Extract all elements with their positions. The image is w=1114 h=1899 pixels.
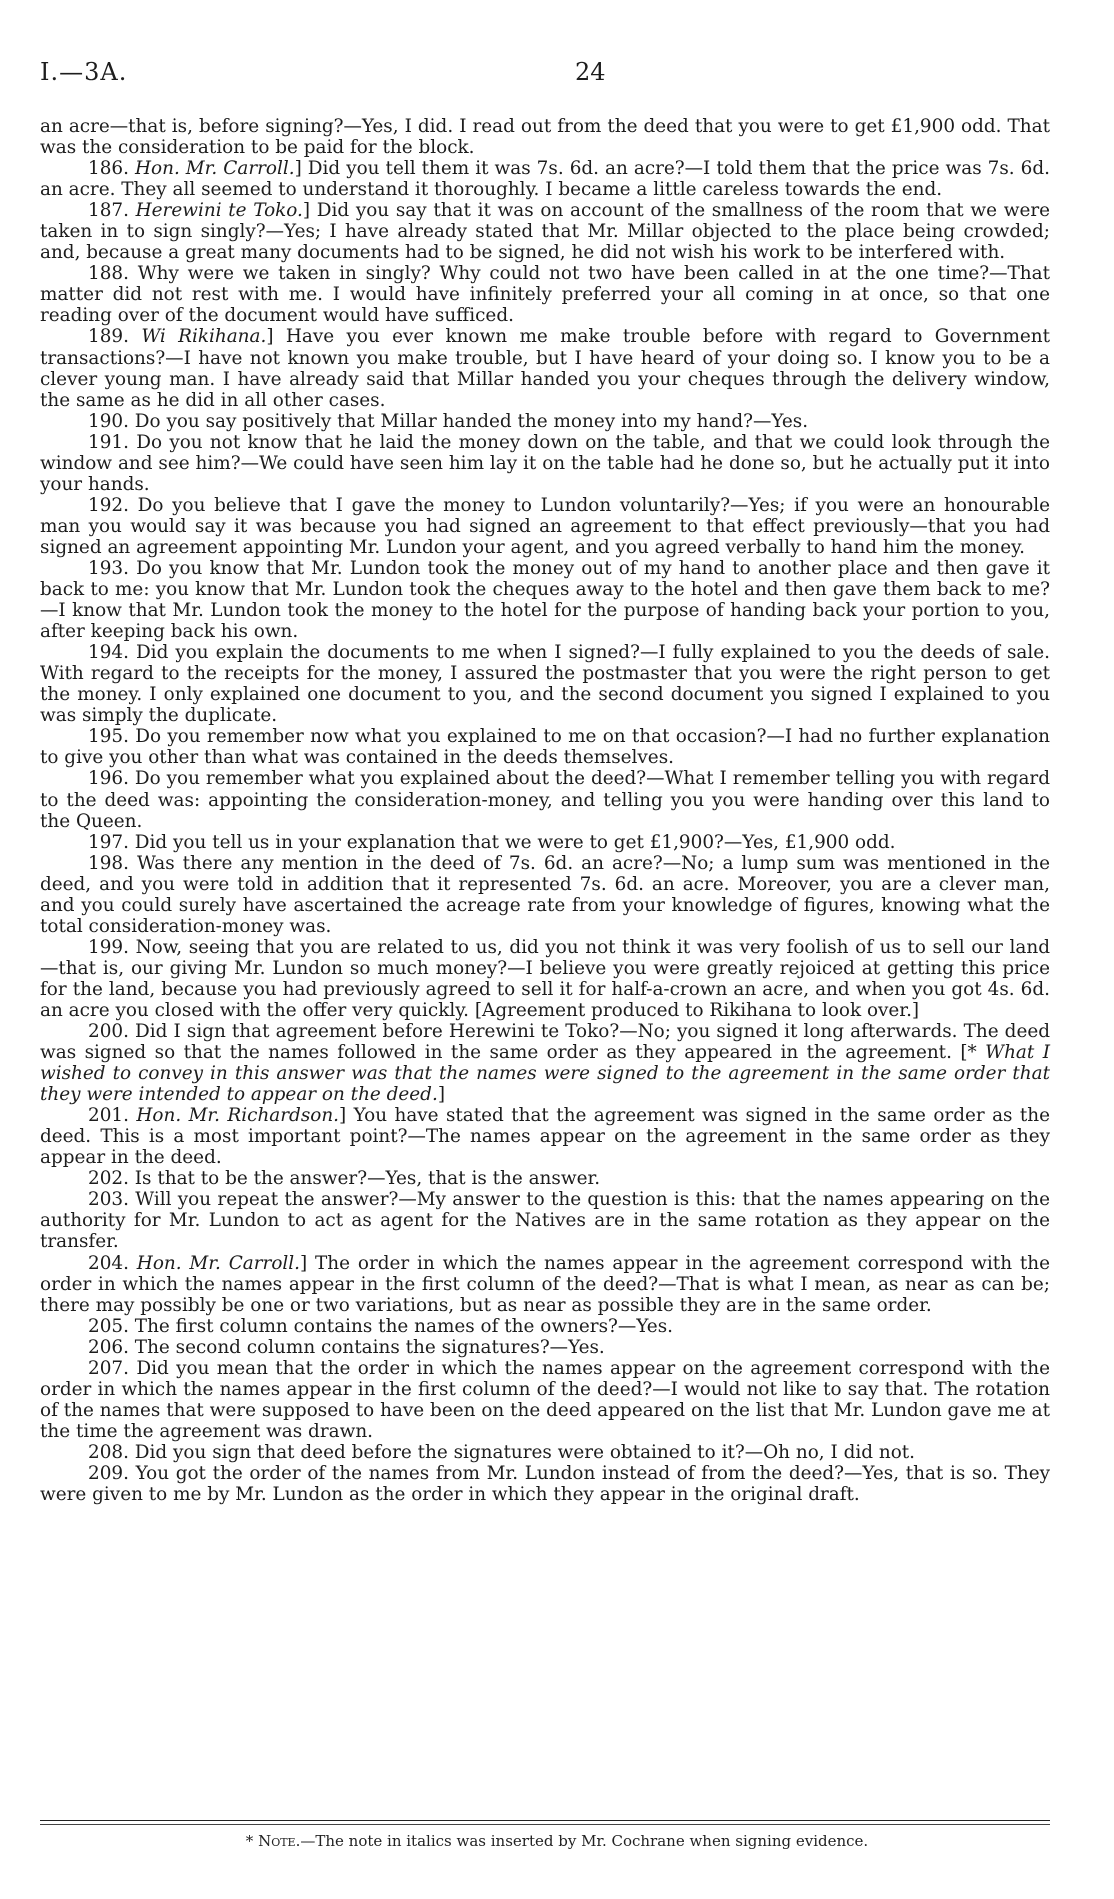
paragraph-lead: 187.: [88, 200, 136, 222]
evidence-paragraph: [40, 1316, 1050, 1337]
paragraph-text: ] Did you say that it was on account of the smallness of the room that we were taken in to sign singly?—Yes; I have already stated that Mr. Millar objected to the place being crowded; and, because a great many documents had to be signed, he did not wish his work to be interfered with.: [40, 200, 1051, 264]
paragraph-text: You got the order of the names from Mr. Lundon instead of from the deed?—Yes, that is so. They were given to me by Mr. Lundon as the order in which they appear in the original draft.: [40, 1463, 1051, 1506]
paragraph-lead: 198.: [88, 852, 137, 874]
paragraph-lead: 200.: [88, 1021, 136, 1043]
paragraph-lead: 202.: [88, 1168, 135, 1190]
paragraph-text: ] The order in which the names appear in the agreement correspond with the order in which the names appear in the first column of the deed?—That is what I mean, as near as can be; there may possibly be one or two variations, but as near as possible they are in the same order.: [40, 1252, 1051, 1316]
paragraph-text: ] You have stated that the agreement was signed in the same order as the deed. This is a most important point?—The names appear on the agreement in the same order as they appear in the deed.: [40, 1105, 1050, 1169]
evidence-paragraph: [40, 768, 1050, 831]
paragraph-italic: Herewini te Toko.: [135, 200, 303, 222]
paragraph-lead: 201.: [88, 1105, 137, 1127]
paragraph-text: Did you mean that the order in which the names appear on the agreement correspond with the order in which the names appear in the first column of the deed?—I would not like to say that. The rotation of the names that were supposed to have been on the deed appeared on the list that Mr. Lundon gave me at the time the agreement was drawn.: [40, 1357, 1050, 1442]
evidence-paragraph: [40, 1463, 1050, 1505]
paragraph-italic: Hon. Mr. Carroll.: [136, 1252, 301, 1274]
evidence-paragraph: [40, 158, 1050, 200]
paragraph-lead: 203.: [88, 1189, 136, 1211]
paragraph-italic: Wi Rikihana.: [141, 326, 267, 348]
evidence-paragraph: [40, 495, 1050, 558]
evidence-paragraph: [40, 263, 1050, 326]
paragraph-text: The second column contains the signatures?—Yes.: [134, 1336, 605, 1358]
paper-reference: I.—3A.: [40, 58, 128, 86]
paragraph-text: Did you sign that deed before the signatures were obtained to it?—Oh no, I did not.: [134, 1441, 915, 1463]
evidence-paragraph: [40, 1189, 1050, 1252]
paragraph-tail: ]: [437, 1084, 445, 1106]
paragraph-text: The first column contains the names of the owners?—Yes.: [134, 1315, 673, 1337]
paragraph-text: Did you tell us in your explanation that we were to get £1,900?—Yes, £1,900 odd.: [134, 831, 896, 853]
paragraph-text: Was there any mention in the deed of 7s. 6d. an acre?—No; a lump sum was mentioned in the deed, and you were told in addition that it represented 7s. 6d. an acre. Moreover, you are a clever man, and you could surely have ascertained the acreage rate from your knowledge of figures, knowing what the total consideration-money was.: [40, 852, 1050, 937]
paragraph-lead: 208.: [88, 1441, 135, 1463]
page-header: [40, 58, 1050, 94]
footnote-divider: [40, 1820, 1050, 1821]
evidence-paragraph: [40, 642, 1050, 726]
paragraph-lead: 193.: [88, 557, 137, 579]
evidence-paragraph: [40, 1358, 1050, 1442]
paragraph-lead: 190.: [88, 410, 135, 432]
page-number: 24: [575, 58, 606, 86]
evidence-paragraph: [40, 1442, 1050, 1463]
paragraph-text: Do you remember now what you explained to me on that occasion?—I had no further explanation to give you other than what was contained in the deeds themselves.: [40, 726, 1050, 769]
evidence-paragraph: [40, 1105, 1050, 1168]
paragraph-text: Did you explain the documents to me when I signed?—I fully explained to you the deeds of sale. With regard to the receipts for the money, I assured the postmaster that you were the right person to get the money. I only explained one document to you, and the second document you signed I explained to you was simply the duplicate.: [40, 642, 1050, 727]
paragraph-lead: 197.: [88, 831, 135, 853]
paragraph-text: Do you believe that I gave the money to Lundon voluntarily?—Yes; if you were an honourable man you would say it was because you had signed an agreement to that effect previously—that you had signed an agreement appointing Mr. Lundon your agent, and you agreed verbally to hand him the money.: [40, 494, 1051, 558]
evidence-paragraph: [40, 200, 1050, 263]
footnote-divider-second: [40, 1824, 1050, 1825]
document-body: [40, 116, 1050, 1505]
paragraph-text: Did I sign that agreement before Herewini te Toko?—No; you signed it long afterwards. The deed was signed so that the names followed in the same order as they appeared in the agreement. [: [40, 1021, 1050, 1064]
paragraph-lead: 206.: [88, 1336, 135, 1358]
paragraph-text: Do you say positively that Millar handed the money into my hand?—Yes.: [134, 410, 809, 432]
paragraph-lead: 189.: [88, 326, 142, 348]
paragraph-text: Now, seeing that you are related to us, did you not think it was very foolish of us to sell our land—that is, our giving Mr. Lundon so much money?—I believe you were greatly rejoiced at getting this price for the land, because you had previously agreed to sell it for half-a-crown an acre, and when you got 4s. 6d. an acre you closed with the offer very quickly. [Agreement produced to Rikihana to look over.]: [40, 936, 1051, 1021]
paragraph-lead: 204.: [88, 1252, 137, 1274]
paragraph-lead: 205.: [88, 1315, 135, 1337]
paragraph-lead: 196.: [88, 768, 135, 790]
evidence-paragraph: [40, 832, 1050, 853]
evidence-paragraph: [40, 1253, 1050, 1316]
evidence-paragraph: [40, 853, 1050, 937]
paragraph-lead: 209.: [88, 1463, 136, 1484]
paragraph-text: Why were we taken in singly? Why could not two have been called in at the one time?—That matter did not rest with me. I would have infinitely preferred your all coming in at once, so that one reading over of the document would have sufficed.: [40, 263, 1050, 327]
paragraph-lead: 195.: [88, 726, 136, 748]
evidence-paragraph: [40, 432, 1050, 495]
footnote-label: Note: [258, 1832, 296, 1850]
paragraph-lead: 199.: [88, 936, 136, 958]
footnote-text: .—The note in italics was inserted by Mr. Cochrane when signing evidence.: [295, 1832, 869, 1850]
paragraph-lead: 191.: [88, 431, 137, 453]
evidence-paragraph: [40, 558, 1050, 642]
paragraph-lead: 194.: [88, 642, 136, 664]
evidence-paragraph: [40, 326, 1050, 410]
paragraph-text: ] Did you tell them it was 7s. 6d. an acre?—I told them that the price was 7s. 6d. an acre. They all seemed to understand it thoroughly. I became a little careless towards the end.: [40, 158, 1051, 201]
evidence-paragraph: [40, 116, 1050, 158]
paragraph-lead: 188.: [88, 263, 138, 285]
evidence-paragraph: [40, 1337, 1050, 1358]
paragraph-text: Do you not know that he laid the money down on the table, and that we could look through the window and see him?—We could have seen him lay it on the table had he done so, but he actually put it into your hands.: [40, 431, 1050, 495]
paragraph-lead: 186.: [88, 158, 135, 180]
evidence-paragraph: [40, 1168, 1050, 1189]
paragraph-italic: Hon. Mr. Carroll.: [134, 158, 295, 180]
paragraph-lead: 207.: [88, 1357, 137, 1379]
evidence-paragraph: [40, 937, 1050, 1021]
paragraph-text: an acre—that is, before signing?—Yes, I did. I read out from the deed that you were to get £1,900 odd. That was the consideration to be paid for the block.: [40, 116, 1050, 159]
evidence-paragraph: [40, 726, 1050, 768]
paragraph-lead: 192.: [88, 494, 138, 516]
paragraph-text: Is that to be the answer?—Yes, that is the answer.: [134, 1168, 601, 1190]
paragraph-note: * What I wished to convey in this answer was that the names were signed to the agreement in the same order that they were intended to appear on the deed.: [40, 1042, 1050, 1106]
evidence-paragraph: [40, 1021, 1050, 1105]
paragraph-text: Do you know that Mr. Lundon took the money out of my hand to another place and then gave it back to me: you know that Mr. Lundon took the cheques away to the hotel and then gave them back to me?—I know that Mr. Lundon took the money to the hotel for the purpose of handing back your portion to you, after keeping back his own.: [40, 557, 1050, 643]
evidence-paragraph: [40, 411, 1050, 432]
paragraph-text: Do you remember what you explained about the deed?—What I remember telling you with regard to the deed was: appointing the consideration-money, and telling you you were handing over this land to the Queen.: [40, 768, 1050, 832]
paragraph-italic: Hon. Mr. Richardson.: [136, 1105, 340, 1127]
paragraph-text: Will you repeat the answer?—My answer to the question is this: that the names appearing on the authority for Mr. Lundon to act as agent for the Natives are in the same rotation as they appear on the transfer.: [40, 1189, 1051, 1253]
footnote: [0, 1832, 1114, 1850]
paragraph-text: ] Have you ever known me make trouble before with regard to Government transactions?—I have not known you make trouble, but I have heard of your doing so. I know you to be a clever young man. I have already said that Millar handed you your cheques through the delivery window, the same as he did in all other cases.: [40, 326, 1051, 411]
footnote-mark: *: [245, 1832, 259, 1850]
